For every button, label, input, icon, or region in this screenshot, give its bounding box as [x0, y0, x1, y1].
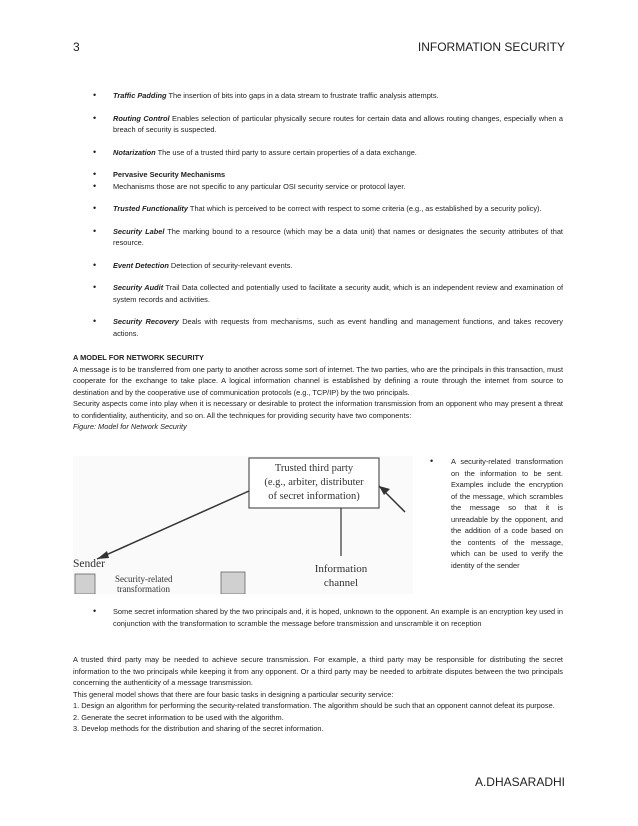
- item-text: Deals with requests from mechanisms, such as event handling and management functions, and takes recovery actions.: [113, 317, 564, 338]
- channel-label-2: channel: [323, 577, 359, 589]
- item-term: Traffic Padding: [113, 91, 167, 100]
- task-item: 2. Generate the secret information to be used with the algorithm.: [73, 712, 284, 722]
- bullet-icon: •: [93, 169, 97, 179]
- ttp-label-2: (e.g., arbiter, distributer: [264, 477, 364, 488]
- item-text: The use of a trusted third party to assure certain properties of a data exchange.: [155, 147, 417, 157]
- list-item: [93, 181, 563, 193]
- channel-label-1: Information: [314, 563, 368, 575]
- secret-list-item: [93, 606, 563, 629]
- list-item: [93, 90, 563, 102]
- sender-label: Sender: [73, 558, 105, 570]
- bullet-icon: •: [93, 606, 97, 616]
- srt-label-2: transformation: [117, 584, 170, 594]
- mechanisms-list: [93, 90, 563, 350]
- bullet-icon: •: [93, 225, 97, 236]
- item-text: Detection of security-relevant events.: [168, 260, 293, 270]
- item-term: Routing Control: [113, 113, 170, 123]
- bullet-icon: •: [93, 112, 97, 123]
- figure-caption: Figure: Model for Network Security: [73, 422, 187, 431]
- bullet-icon: •: [93, 282, 97, 292]
- ttp-label-3: of secret information): [268, 491, 360, 502]
- list-item: [93, 113, 563, 136]
- network-security-section: [73, 352, 563, 433]
- bullet-icon: •: [93, 180, 97, 191]
- sender-box: [75, 574, 95, 594]
- bullet-icon: •: [93, 259, 97, 270]
- figure-diagram: [73, 456, 413, 594]
- bullet-icon: •: [93, 90, 97, 100]
- footer-author: A.DHASARADHI: [474, 775, 565, 789]
- list-item: [93, 316, 563, 339]
- list-item: [93, 260, 563, 272]
- task-item: 3. Develop methods for the distribution and sharing of the secret information.: [73, 724, 324, 733]
- bullet-icon: •: [93, 203, 97, 213]
- network-security-figure: [73, 456, 413, 594]
- side-list-item: [430, 456, 563, 571]
- item-term: Security Label: [113, 226, 165, 236]
- bullet-icon: •: [430, 456, 434, 466]
- item-text: Some secret information shared by the two principals and, it is hoped, unknown to the opponent. An example is an encryption key used in conjunction with the transformation to scramble the message before transmission and unscramble it on reception: [113, 607, 563, 628]
- list-item: [93, 147, 563, 159]
- task-item: 1. Design an algorithm for performing the security-related transformation. The algorithm should be such that an opponent cannot defeat its purpose.: [73, 701, 555, 710]
- item-term: Trusted Functionality: [113, 204, 189, 213]
- bullet-icon: •: [93, 146, 97, 157]
- item-text: Mechanisms those are not specific to any particular OSI security service or protocol layer.: [113, 181, 406, 191]
- item-term: Notarization: [113, 147, 156, 157]
- list-item: [93, 282, 563, 305]
- closing-section: [73, 654, 563, 735]
- srt-label-1: Security-related: [115, 574, 173, 584]
- item-text: Enables selection of particular physically secure routes for certain data and allows routing changes, especially when a breach of security is suspected.: [113, 113, 563, 134]
- transformation-box: [221, 572, 245, 594]
- item-text: That which is perceived to be correct with respect to some criteria (e.g., as established by a security policy).: [188, 204, 542, 213]
- item-text: A security-related transformation on the information to be sent. Examples include the encryption of the message, which scrambles the message so that it is unreadable by the opponent, and the addition of a code based on the contents of the message, which can be used to verify the identity of the sender: [451, 457, 563, 570]
- paragraph: A trusted third party may be needed to achieve secure transmission. For example, a third party may be responsible for distributing the secret information to the two principals while keeping it from any opponent. Or a third party may be needed to arbitrate disputes between the two principals concerning the authenticity of a message transmission.: [73, 655, 563, 687]
- ttp-label-1: Trusted third party: [274, 463, 354, 474]
- item-term: Pervasive Security Mechanisms: [113, 170, 226, 179]
- item-term: Event Detection: [113, 260, 169, 270]
- paragraph: Security aspects come into play when it is necessary or desirable to protect the information transmission from an opponent who may present a threat to confidentiality, authenticity, and so on. All the techniques for providing security have two components:: [73, 399, 563, 420]
- item-text: The insertion of bits into gaps in a data stream to frustrate traffic analysis attempts.: [166, 91, 439, 100]
- list-item: [93, 169, 563, 181]
- bullet-icon: •: [93, 316, 97, 326]
- list-item: [93, 203, 563, 215]
- item-text: The marking bound to a resource (which may be a data unit) that names or designates the security attributes of that resource.: [113, 226, 563, 247]
- header-title: INFORMATION SECURITY: [417, 40, 565, 54]
- item-term: Security Audit: [113, 283, 164, 292]
- paragraph: This general model shows that there are four basic tasks in designing a particular security service:: [73, 689, 394, 699]
- list-item: [93, 226, 563, 249]
- paragraph: A message is to be transferred from one party to another across some sort of internet. The two parties, who are the principals in this transaction, must cooperate for the exchange to take place. A logical information channel is established by defining a route through the internet from source to destination and by the cooperative use of communication protocols (e.g., TCP/IP) by the two principals.: [73, 364, 563, 397]
- item-term: Security Recovery: [113, 317, 179, 326]
- page-number: 3: [73, 40, 80, 54]
- item-text: Trail Data collected and potentially used to facilitate a security audit, which is an independent review and examination of system records and activities.: [113, 283, 564, 304]
- section-heading: A MODEL FOR NETWORK SECURITY: [73, 353, 204, 362]
